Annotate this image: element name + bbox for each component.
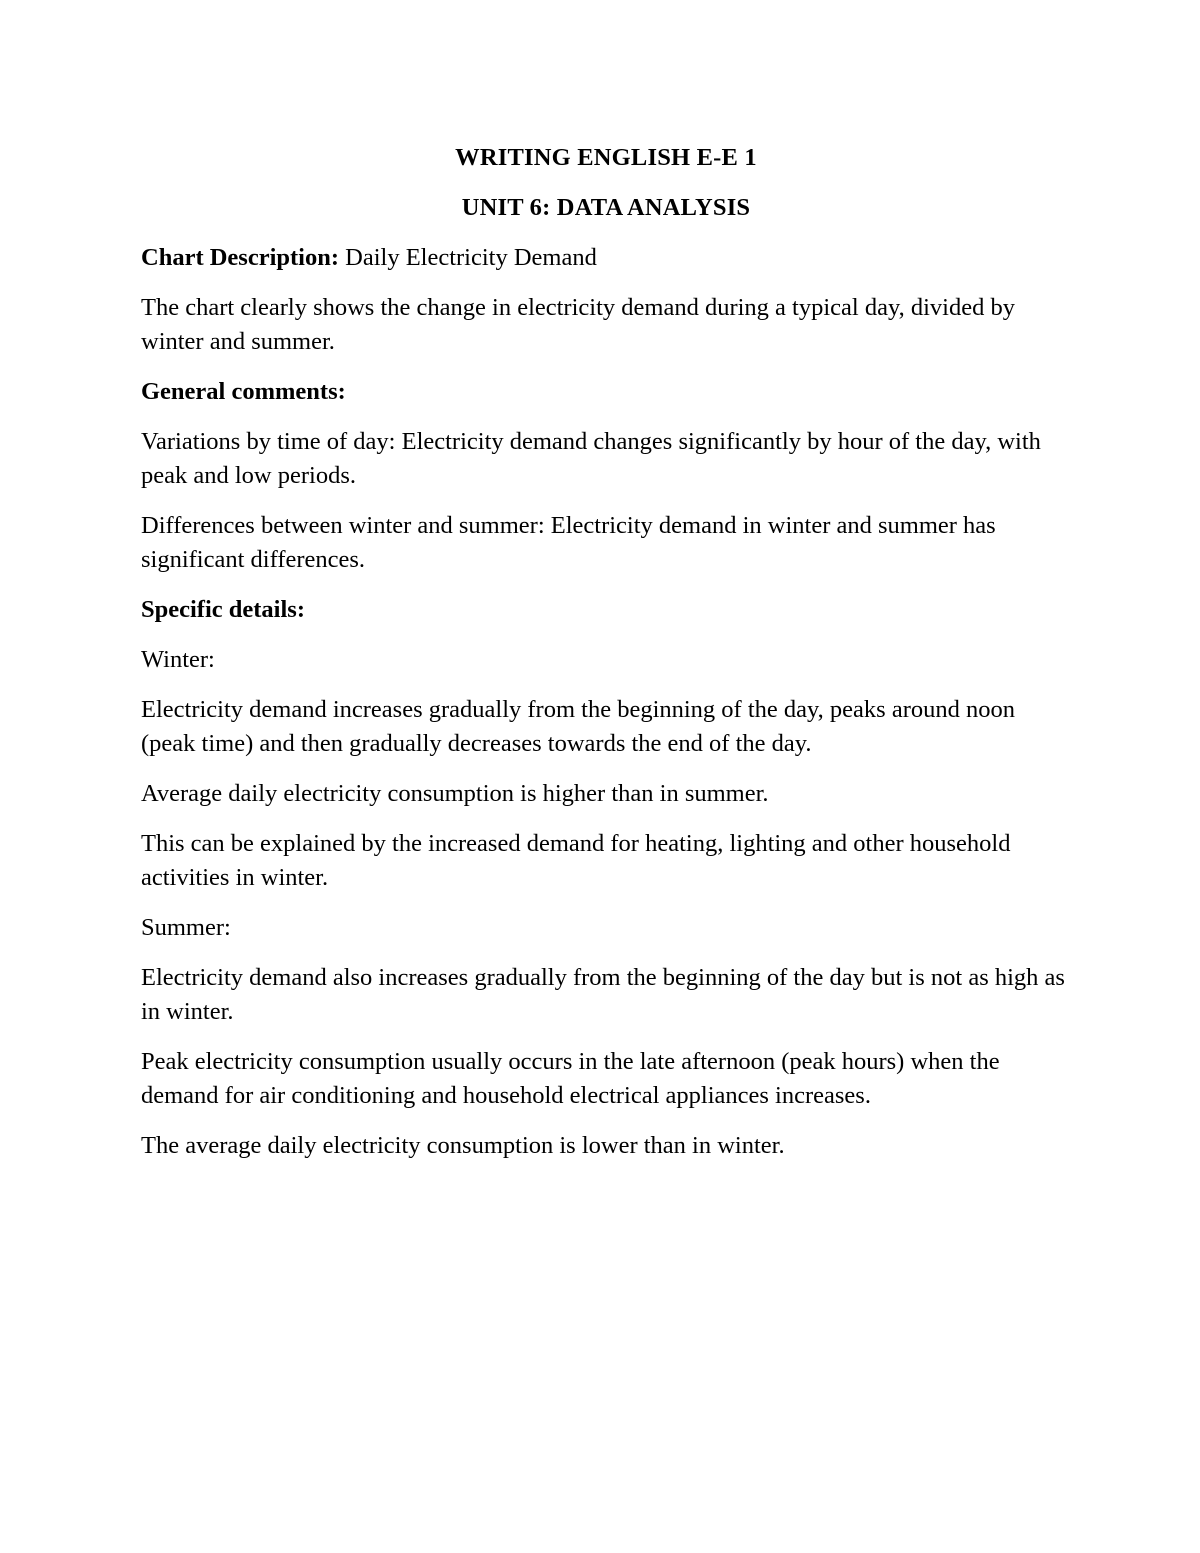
variations-paragraph: Variations by time of day: Electricity demand changes significantly by hour of the day, with peak and low periods. (141, 428, 1041, 489)
document-title-line-1: WRITING ENGLISH E-E 1 (455, 144, 757, 171)
summer-paragraph-1: Electricity demand also increases gradually from the beginning of the day but is not as high as in winter. (141, 964, 1065, 1025)
summer-heading: Summer: (141, 914, 231, 941)
general-comments-heading: General comments: (141, 378, 346, 405)
document-title-line-2: UNIT 6: DATA ANALYSIS (461, 194, 751, 221)
intro-paragraph: The chart clearly shows the change in electricity demand during a typical day, divided by winter and summer. (141, 294, 1015, 355)
differences-paragraph: Differences between winter and summer: Electricity demand in winter and summer has significant differences. (141, 512, 996, 573)
chart-description-line (141, 241, 1071, 275)
summer-paragraph-3: The average daily electricity consumption is lower than in winter. (141, 1132, 785, 1159)
summer-paragraph-2: Peak electricity consumption usually occurs in the late afternoon (peak hours) when the demand for air conditioning and household electrical appliances increases. (141, 1048, 1000, 1109)
winter-heading: Winter: (141, 646, 215, 673)
chart-description-value: Daily Electricity Demand (345, 244, 597, 271)
winter-paragraph-2: Average daily electricity consumption is higher than in summer. (141, 780, 769, 807)
document-body (141, 141, 1071, 1179)
chart-description-label: Chart Description: (141, 244, 340, 271)
winter-paragraph-3: This can be explained by the increased demand for heating, lighting and other household activities in winter. (141, 830, 1011, 891)
winter-paragraph-1: Electricity demand increases gradually from the beginning of the day, peaks around noon (peak time) and then gradually decreases towards the end of the day. (141, 696, 1015, 757)
specific-details-heading: Specific details: (141, 596, 305, 623)
